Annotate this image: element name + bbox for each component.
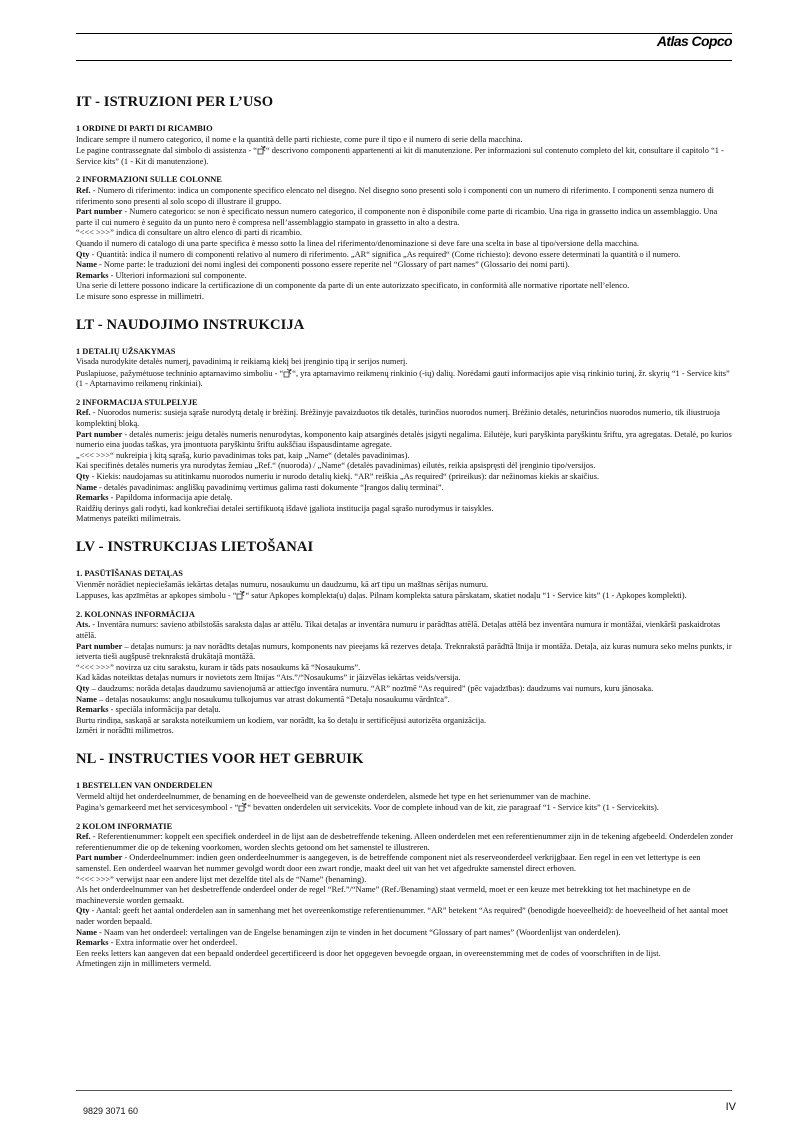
column-term: Qty	[76, 472, 90, 482]
subsection-heading: 2 KOLOM INFORMATIE	[76, 821, 173, 831]
subsection-heading: 2 INFORMAZIONI SULLE COLONNE	[76, 175, 222, 185]
body-line: Part number – detaļas numurs: ja nav norādīts detaļas numurs, komponents nav pieejams kā rezerves detaļa. Treknrakstā parādītā līnija ir montāža. Detaļa, aiz kuras numura seko melns punkts, ir ietverta tieši augšpusē treknrakstā drukātajā montāžā.	[76, 641, 732, 662]
column-term: Remarks	[76, 493, 109, 503]
body-line: “<<< >>>” novirza uz citu sarakstu, kuram ir tāds pats nosaukums kā “Nosaukums”.	[76, 662, 361, 672]
body-line: Qty – daudzums: norāda detaļas daudzumu savienojumā ar attiecīgo inventāra numuru. “AR” nozīmē “As required” (pēc vajadzības): daudzums vai numurs, kuru jānosaka.	[76, 683, 654, 693]
column-term: Ref.	[76, 408, 91, 418]
section-title: LV - INSTRUKCIJAS LIETOŠANAI	[76, 539, 314, 555]
column-term: Ref.	[76, 185, 91, 195]
body-line: Een reeks letters kan aangeven dat een bepaald onderdeel gecertificeerd is door het opgegeven bevoegde orgaan, in overeenstemming met de codes of voorschriften in de lijst.	[76, 948, 661, 958]
body-line: „<<< >>>“ nukreipia į kitą sąrašą, kurio pavadinimas toks pat, kaip „Name“ (detalės pavadinimas).	[76, 450, 410, 460]
body-line: Part number - Onderdeelnummer: indien geen onderdeelnummer is aangegeven, is de betreffende component niet als reserveonderdeel verkrijgbaar. Een regel in een vet lettertype is een samenstel. Een onderdeel waarvan het nummer gevolgd wordt door een zwart rondje, maakt deel uit van het vet afgedrukte samenstel direct erboven.	[76, 853, 701, 874]
service-kit-icon	[236, 590, 245, 600]
footer-rule	[76, 1090, 732, 1091]
body-line: Izmēri ir norādīti milimetros.	[76, 726, 174, 736]
subsection-heading: 1. PASŪTĪŠANAS DETAĻAS	[76, 569, 183, 578]
body-line: Ref. - Nuorodos numeris: susieja sąraše nurodytą detalę ir brėžinį. Brėžinyje pavaizduotos tik detalės, turinčios nuorodos numerį. Brėžinio detalės, neturinčios nuorodos numerio, tik iliustruoja komplektinį bloką.	[76, 408, 721, 429]
body-line: Puslapiuose, pažymėtuose techninio aptarnavimo simboliu - “ “, yra aptarnavimo reikmenų rinkinio (-ių) dalių. Norėdami gauti informacijos apie visą rinkinio turinį, žr. skyrių “1 - Service kits” (1 - Aptarnavimo reikmenų rinkiniai).	[76, 368, 730, 389]
body-line: Kad kādas noteiktas detaļas numurs ir novietots zem līnijas “Ats.”/“Nosaukums” ir jāizvēlas iekārtas veids/versija.	[76, 673, 461, 683]
column-term: Ats.	[76, 620, 91, 630]
column-term: Qty	[76, 683, 90, 693]
header-rule-top	[76, 33, 732, 34]
section-title: LT - NAUDOJIMO INSTRUKCIJA	[76, 316, 305, 333]
service-kit-icon	[283, 368, 292, 378]
column-term: Part number	[76, 641, 123, 651]
body-line: Name - Nome parte: le traduzioni dei nomi inglesi dei componenti possono essere reperite nel “Glossary of part names” (Glossario dei nomi parti).	[76, 260, 570, 270]
column-term: Part number	[76, 853, 123, 863]
subsection-heading: 1 BESTELLEN VAN ONDERDELEN	[76, 780, 213, 790]
column-term: Name	[76, 482, 97, 492]
column-term: Remarks	[76, 705, 109, 715]
subsection	[76, 124, 736, 167]
column-term: Part number	[76, 429, 123, 439]
subsection	[76, 822, 736, 970]
subsection	[76, 398, 736, 525]
body-line: Remarks - Extra informatie over het onderdeel.	[76, 938, 238, 948]
body-line: Als het onderdeelnummer van het desbetreffende onderdeel onder de regel “Ref.”/“Name” (Ref./Benaming) staat vermeld, moet er een keuze met betrekking tot het machinetype en de machineversie worden gemaakt.	[76, 885, 691, 905]
page-content	[76, 80, 736, 978]
body-line: Qty - Aantal: geeft het aantal onderdelen aan in samenhang met het overeenkomstige referentienummer. “AR” betekent “As required” (benodigde hoeveelheid): de hoeveelheid of het aantal moet nader worden bepaald.	[76, 906, 729, 927]
body-line: Part number - detalės numeris: jeigu detalės numeris nenurodytas, komponento kaip atsarginės detalės įsigyti negalima. Eilutėje, kuri paryškinta paryškintu šriftu, yra agregatas. Detalė, po kurios numerio eina juodas taškas, yra įmontuota paryškintu šriftu aukščiau išspausdintame agregate.	[76, 429, 732, 450]
body-line: Vermeld altijd het onderdeelnummer, de benaming en de hoeveelheid van de gewenste onderdelen, alsmede het type en het serienummer van de machine.	[76, 791, 591, 801]
body-line: Qty - Kiekis: naudojamas su atitinkamu nuorodos numeriu ir nurodo detalių kiekį. “AR” reiškia „As required“ (prireikus): dar nežinomas kiekis ar skaičius.	[76, 472, 600, 482]
column-term: Qty	[76, 906, 90, 916]
body-line: Visada nurodykite detalės numerį, pavadinimą ir reikiamą kiekį bei įrenginio tipą ir serijos numerį.	[76, 357, 408, 367]
body-line: “<<< >>>” verwijst naar een andere lijst met dezelfde titel als de “Name” (benaming).	[76, 874, 367, 884]
body-line: Part number - Numero categorico: se non è specificato nessun numero categorico, il componente non è disponibile come parte di ricambio. Una riga in grassetto indica un assemblaggio. Una parte il cui numero è seguito da un punto nero è compresa nell’assemblaggio stampato in grassetto in alto a destra.	[76, 207, 718, 227]
body-line: Indicare sempre il numero categorico, il nome e la quantità delle parti richieste, come pure il tipo e il numero di serie della macchina.	[76, 134, 523, 144]
subsection	[76, 781, 736, 814]
body-line: Remarks - Papildoma informacija apie detalę.	[76, 493, 233, 503]
body-line: Burtu rindiņa, saskaņā ar saraksta noteikumiem un kodiem, var norādīt, ka šo detaļu ir sertificējusi autorizēta organizācija.	[76, 715, 487, 725]
column-term: Qty	[76, 249, 90, 259]
body-line: Name – detaļas nosaukums: angļu nosaukumu tulkojumus var atrast dokumentā “Detaļu nosaukumu vārdnīca”.	[76, 694, 450, 704]
subsection-heading: 1 DETALIŲ UŽSAKYMAS	[76, 346, 176, 356]
document-number: 9829 3071 60	[83, 1106, 139, 1116]
body-line: Le pagine contrassegnate dal simbolo di assistenza - “ “ descrivono componenti appartenenti ai kit di manutenzione. Per informazioni sul contenuto completo del kit, consultare il capitolo “1 - Service kits” (1 - Kit di manutenzione).	[76, 146, 724, 166]
body-line: Matmenys pateikti milimetrais.	[76, 514, 181, 524]
service-kit-icon	[257, 145, 266, 155]
subsection-heading: 1 ORDINE DI PARTI DI RICAMBIO	[76, 124, 213, 133]
brand-logo: Atlas Copco	[656, 33, 732, 49]
body-line: Ref. - Referentienummer: koppelt een specifiek onderdeel in de lijst aan de desbetreffende tekening. Alleen onderdelen met een referentienummer zijn in de tekening afgebeeld. Onderdelen zonder referentienummer die op de tekening voorkomen, worden slechts getoond om het samenstel te illustreren.	[76, 832, 734, 852]
subsection	[76, 175, 736, 302]
subsection-heading: 2 INFORMACIJA STULPELYJE	[76, 397, 198, 407]
subsection-heading: 2. KOLONNAS INFORMĀCIJA	[76, 609, 195, 619]
column-term: Name	[76, 694, 97, 704]
body-line: Le misure sono espresse in millimetri.	[76, 291, 204, 301]
column-term: Part number	[76, 207, 123, 217]
body-line: Name - Naam van het onderdeel: vertalingen van de Engelse benamingen zijn te vinden in het document “Glossary of part names” (Woordenlijst van onderdelen).	[76, 927, 621, 937]
body-line: Quando il numero di catalogo di una parte specifica è messo sotto la linea del riferimento/denominazione si deve fare una scelta in base al tipo/versione della macchina.	[76, 238, 640, 248]
subsection	[76, 347, 736, 390]
body-line: Kai specifinės detalės numeris yra nurodytas žemiau „Ref.“ (nuoroda) / „Name“ (detalės pavadinimas) eilutės, reikia apsispręsti dėl įrenginio tipo/versijos.	[76, 461, 596, 471]
body-line: Remarks - Ulteriori informazioni sul componente.	[76, 270, 247, 280]
section-title: IT - ISTRUZIONI PER L’USO	[76, 94, 274, 110]
body-line: Qty - Quantità: indica il numero di componenti relativo al numero di riferimento. „AR“ significa „As required“ (Come richiesto): devono essere determinati la quantità o il numero.	[76, 249, 681, 259]
column-term: Remarks	[76, 938, 109, 948]
body-line: Raidžių derinys gali rodyti, kad konkrečiai detalei sertifikuotą išdavė įgaliota institucija pagal sąrašo nurodymus ir taisykles.	[76, 503, 494, 513]
body-line: Lappuses, kas apzīmētas ar apkopes simbolu - “ “ satur Apkopes komplekta(u) daļas. Pilnam komplekta satura pārskatam, skatiet nodaļu “1 - Service kits” (1 - Apkopes komplekti).	[76, 591, 687, 601]
section-title: NL - INSTRUCTIES VOOR HET GEBRUIK	[76, 750, 364, 767]
column-term: Name	[76, 260, 97, 270]
body-line: “<<< >>>” indica di consultare un altro elenco di parti di ricambio.	[76, 228, 303, 238]
column-term: Ref.	[76, 832, 91, 842]
body-line: Name - detalės pavadinimas: angliškų pavadinimų vertimus galima rasti dokumente “Įrangos dalių terminai”.	[76, 482, 444, 492]
body-line: Ref. - Numero di riferimento: indica un componente specifico elencato nel disegno. Nel disegno sono presenti solo i componenti con un numero di riferimento. I componenti senza numero di riferimento sono presenti al solo scopo di illustrare il gruppo.	[76, 185, 714, 206]
page-number: IV	[725, 1101, 736, 1113]
body-line: Ats. - Inventāra numurs: savieno atbilstošās saraksta daļas ar attēlu. Tikai detaļas ar inventāra numuru ir parādītas attēlā. Detaļas attēlā bez inventāra numura ir montāžai, vienkārši paskaidrotas attēlā.	[76, 620, 721, 640]
body-line: Afmetingen zijn in millimeters vermeld.	[76, 959, 212, 969]
subsection	[76, 569, 736, 602]
column-term: Remarks	[76, 270, 109, 280]
body-line: Remarks - speciāla informācija par detaļu.	[76, 705, 221, 715]
header-rule-bottom	[76, 60, 732, 61]
subsection	[76, 610, 736, 737]
column-term: Name	[76, 927, 97, 937]
body-line: Una serie di lettere possono indicare la certificazione di un componente da parte di un ente autorizzato specificato, in conformità alle normative riportate nell’elenco.	[76, 281, 630, 291]
body-line: Vienmēr norādiet nepieciešamās iekārtas detaļas numuru, nosaukumu un daudzumu, kā arī tipu un mašīnas sērijas numuru.	[76, 579, 489, 589]
body-line: Pagina’s gemarkeerd met het servicesymbool - “ “ bevatten onderdelen uit servicekits. Voor de complete inhoud van de kit, zie paragraaf “1 - Service kits” (1 - Servicekits).	[76, 803, 659, 813]
service-kit-icon	[238, 802, 247, 812]
